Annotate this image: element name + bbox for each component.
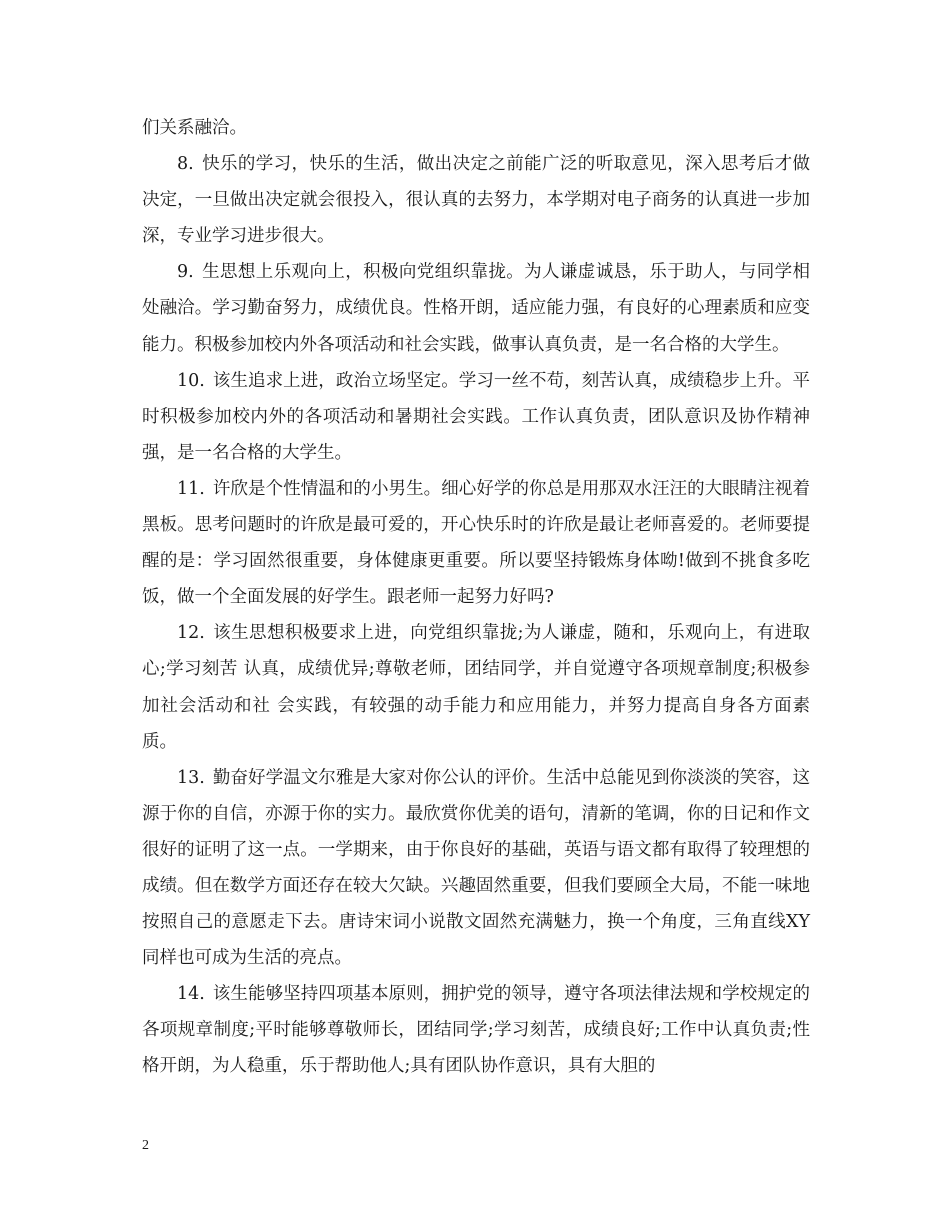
page-number: 2 bbox=[142, 1138, 149, 1153]
paragraph-number: 9. bbox=[177, 262, 194, 283]
paragraph-text: 勤奋好学温文尔雅是大家对你公认的评价。生活中总能见到你淡淡的笑容，这源于你的自信，亦源于你的实力。最欣赏你优美的语句，清新的笔调，你的日记和作文很好的证明了这一点。一学期来，由于你良好的基础，英语与语文都有取得了较理想的成绩。但在数学方面还存在较大欠缺。兴趣固然重要，但我们要顾全大局，不能一味地按照自己的意愿走下去。唐诗宋词小说散文固然充满魅力，换一个角度，三角直线XY同样也可成为生活的亮点。 bbox=[142, 767, 810, 969]
paragraph-10 bbox=[142, 363, 810, 471]
paragraph-8 bbox=[142, 146, 810, 254]
paragraph-number: 14. bbox=[177, 984, 205, 1005]
paragraph-text: 生思想上乐观向上，积极向党组织靠拢。为人谦虚诚恳，乐于助人，与同学相处融洽。学习勤奋努力，成绩优良。性格开朗，适应能力强，有良好的心理素质和应变能力。积极参加校内外各项活动和社会实践，做事认真负责，是一名合格的大学生。 bbox=[142, 262, 810, 355]
document-body bbox=[142, 110, 810, 1085]
paragraph-continuation bbox=[142, 110, 810, 146]
paragraph-text: 该生追求上进，政治立场坚定。学习一丝不苟，刻苦认真，成绩稳步上升。平时积极参加校内外的各项活动和暑期社会实践。工作认真负责，团队意识及协作精神强，是一名合格的大学生。 bbox=[142, 370, 810, 463]
paragraph-text: 该生思想积极要求上进，向党组织靠拢;为人谦虚，随和，乐观向上，有进取心;学习刻苦 认真，成绩优异;尊敬老师，团结同学，并自觉遵守各项规章制度;积极参加社会活动和社 会实践，有较强的动手能力和应用能力，并努力提高自身各方面素质。 bbox=[142, 623, 810, 752]
paragraph-text: 许欣是个性情温和的小男生。细心好学的你总是用那双水汪汪的大眼睛注视着黑板。思考问题时的许欣是最可爱的，开心快乐时的许欣是最让老师喜爱的。老师要提醒的是：学习固然很重要，身体健康更重要。所以要坚持锻炼身体呦!做到不挑食多吃饭，做一个全面发展的好学生。跟老师一起努力好吗? bbox=[142, 478, 810, 608]
paragraph-number: 10. bbox=[177, 370, 205, 391]
paragraph-11 bbox=[142, 471, 810, 615]
paragraph-14 bbox=[142, 976, 810, 1084]
paragraph-text: 们关系融洽。 bbox=[142, 118, 247, 138]
paragraph-number: 11. bbox=[177, 478, 205, 499]
paragraph-number: 8. bbox=[177, 154, 194, 175]
paragraph-text: 快乐的学习，快乐的生活，做出决定之前能广泛的听取意见，深入思考后才做决定，一旦做出决定就会很投入，很认真的去努力，本学期对电子商务的认真进一步加深，专业学习进步很大。 bbox=[142, 154, 810, 247]
paragraph-12 bbox=[142, 615, 810, 759]
paragraph-13 bbox=[142, 760, 810, 977]
paragraph-number: 13. bbox=[177, 767, 205, 788]
paragraph-text: 该生能够坚持四项基本原则，拥护党的领导，遵守各项法律法规和学校规定的各项规章制度;平时能够尊敬师长，团结同学;学习刻苦，成绩良好;工作中认真负责;性格开朗，为人稳重，乐于帮助他人;具有团队协作意识，具有大胆的 bbox=[142, 984, 810, 1077]
paragraph-number: 12. bbox=[177, 623, 205, 644]
paragraph-9 bbox=[142, 254, 810, 362]
